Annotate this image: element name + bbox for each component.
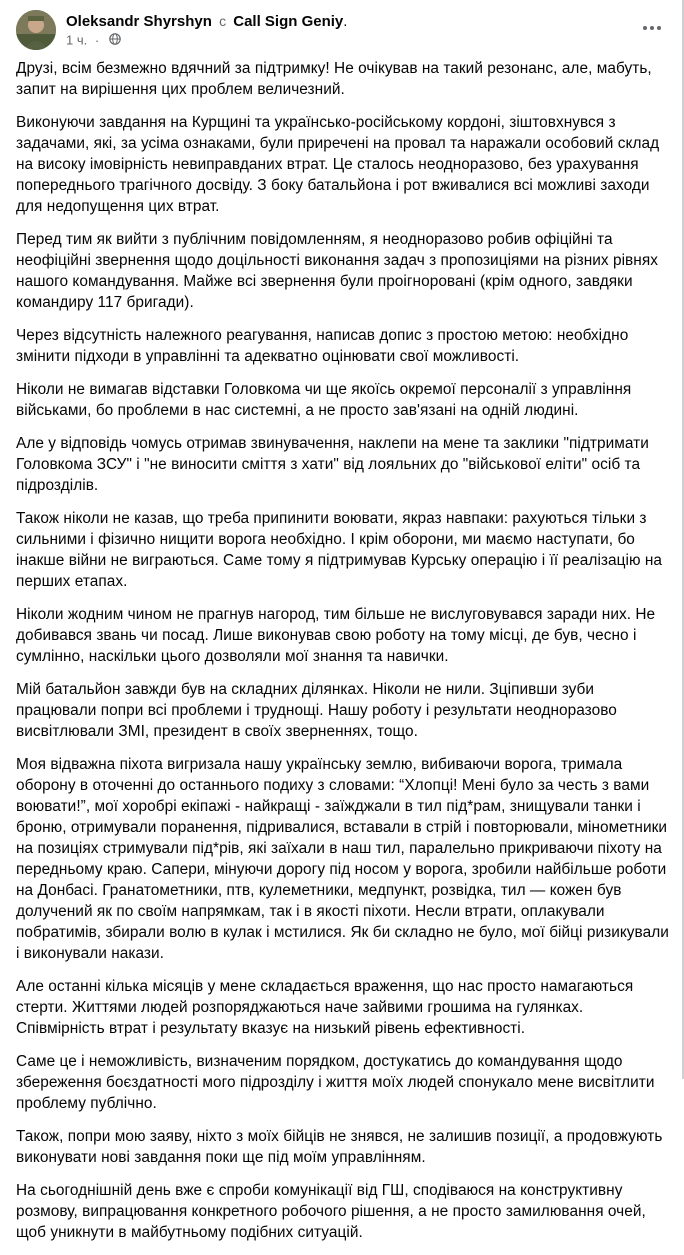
globe-icon[interactable] (109, 33, 121, 49)
post-paragraph: На сьогоднішній день вже є спроби комунікації від ГШ, сподіваюся на конструктивну розмову, випрацювання конкретного робочого рішення, а не просто замилювання очей, щоб уникнути в майбутньому подібних ситуацій. (16, 1182, 646, 1241)
post-paragraph: Але у відповідь чомусь отримав звинувачення, наклепи на мене та заклики "підтримати Головкома ЗСУ" і "не виносити сміття з хати" від лояльних до "військової еліти" осіб та підрозділів. (16, 435, 649, 494)
post-paragraph: Але останні кілька місяців у мене складається враження, що нас просто намагаються стерти. Життями людей розпоряджаються наче зайвими грошима на гулянках. Співмірність втрат і результату вказує на низький рівень ефективності. (16, 978, 634, 1037)
post-paragraph: Виконуючи завдання на Курщині та українсько-російському кордоні, зіштовхнувся з задачами, які, за усіма ознаками, були приречені на провал та наражали особовий склад на високу імовірність невиправданих втрат. Це сталось неодноразово, без урахування попереднього трагічного досвіду. З боку батальйона і рот вживалися всі можливі заходи для недопущення цих втрат. (16, 114, 660, 215)
connector-text: с (219, 13, 227, 29)
post-paragraph: Перед тим як вийти з публічним повідомленням, я неодноразово робив офіційні та неофіційні звернення щодо доцільності виконання задач з пропозиціями на різних рівнях нашого командування. Майже всі звернення були проігноровані (крім одного, завдяки командиру 117 бригади). (16, 231, 658, 311)
post-paragraph: Ніколи жодним чином не прагнув нагород, тим більше не вислуговувався заради них. Не добивався звань чи посад. Лише виконував свою роботу на тому місці, де був, чесно і сумлінно, наскільки цього дозволяли мої знання та навички. (16, 606, 656, 665)
author-line (66, 12, 347, 31)
avatar-image (16, 10, 56, 50)
post-meta (66, 32, 121, 49)
author-name-link[interactable]: Oleksandr Shyrshyn (66, 13, 212, 30)
post-timestamp-link[interactable]: 1 ч. (66, 32, 88, 48)
post-paragraph: Ніколи не вимагав відставки Головкома чи ще якоїсь окремої персоналії з управління військами, бо проблеми в нас системні, а не просто зав'язані на одній людині. (16, 381, 632, 419)
post-paragraph: Саме це і неможливість, визначеним порядком, достукатись до командування щодо збереження боєздатності мого підрозділу і життя моїх людей спонукало мене висвітлити проблему публічно. (16, 1053, 655, 1112)
post-paragraph: Мій батальйон завжди був на складних ділянках. Ніколи не нили. Зціпивши зуби працювали попри всі проблеми і труднощі. Нашу роботу і результати неодноразово висвітлювали ЗМІ, президент в своїх зверненнях, тощо. (16, 681, 617, 740)
avatar[interactable] (16, 10, 56, 50)
post-paragraph: Також ніколи не казав, що треба припинити воювати, якраз навпаки: рахуються тільки з сильними і фізично нищити ворога необхідно. І крім оборони, ми маємо наступати, бо інакше війни не виграються. Саме тому я підтримував Курську операцію і її реалізацію на перших етапах. (16, 510, 663, 590)
page-name-link[interactable]: Call Sign Geniy (233, 13, 344, 30)
post-paragraph: Також, попри мою заяву, ніхто з моїх бійців не знявся, не залишив позиції, а продовжують виконувати нові завдання поки ще під моїм управлінням. (16, 1128, 663, 1166)
post-paragraph: Друзі, всім безмежно вдячний за підтримку! Не очікував на такий резонанс, але, мабуть, запит на вирішення цих проблем величезний. (16, 60, 652, 98)
post-header (16, 10, 668, 54)
post-paragraph: Через відсутність належного реагування, написав допис з простою метою: необхідно змінити підходи в управлінні та адекватно оцінювати свої можливості. (16, 327, 629, 365)
post-paragraph: Моя відважна піхота вигризала нашу українську землю, вибиваючи ворога, тримала оборону в оточенні до останнього подиху з словами: “Хлопці! Мені було за честь з вами воювати!”, мої хоробрі екіпажі - найкращі - заїжджали в тил під*рам, знищували танки і броню, отримували поранення, підривалися, вставали в стрій і повторювали, мінометники на позиціях стримували під*рів, які заїхали в наш тил, паралельно прикриваючи піхоту на передньому краю. Сапери, мінуючи дорогу під носом у ворога, зробили найбільше роботи на Донбасі. Гранатометники, птв, кулеметники, медпункт, розвідка, тил — кожен був долучений як по своїм напрямкам, так і в якості піхоти. Несли втрати, оплакували побратимів, збирали волю в кулак і мстилися. Як би складно не було, мої бійці ризикували і виконували накази. (16, 756, 669, 962)
meta-separator: · (94, 32, 100, 48)
post-text (16, 58, 670, 1255)
page-name-suffix: . (343, 13, 348, 30)
more-options-button[interactable] (636, 16, 668, 40)
ellipsis-icon (642, 25, 662, 31)
